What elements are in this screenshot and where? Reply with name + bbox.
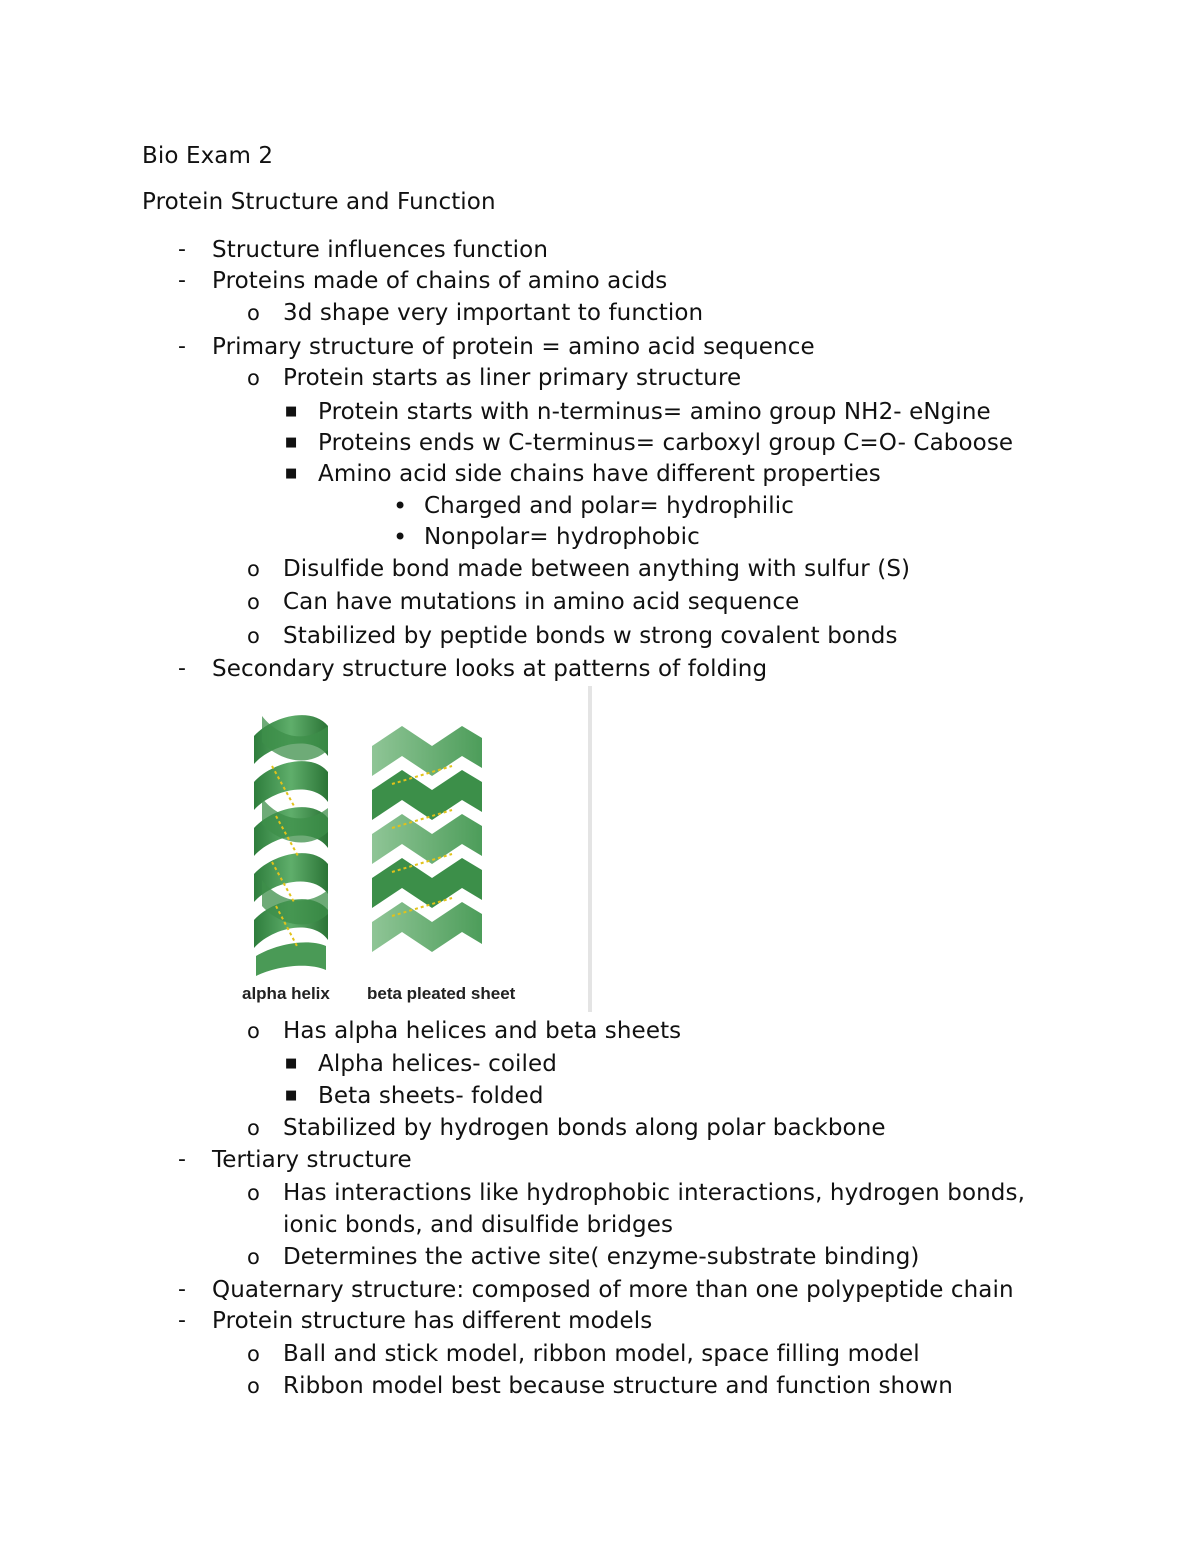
circle-bullet: o <box>247 1019 260 1043</box>
circle-bullet: o <box>247 301 260 325</box>
dash-bullet: - <box>178 268 186 293</box>
square-bullet: ■ <box>285 435 298 450</box>
outline-line: Tertiary structure <box>212 1147 412 1173</box>
circle-bullet: o <box>247 1181 260 1205</box>
outline-line: Determines the active site( enzyme-substrate binding) <box>283 1244 920 1270</box>
outline-line: Stabilized by peptide bonds w strong covalent bonds <box>283 623 898 649</box>
outline-line: Primary structure of protein = amino acid sequence <box>212 334 815 360</box>
circle-bullet: o <box>247 1116 260 1140</box>
beta-sheet-icon <box>372 726 482 952</box>
dash-bullet: - <box>178 1308 186 1333</box>
outline-line: Stabilized by hydrogen bonds along polar backbone <box>283 1115 886 1141</box>
outline-line: Quaternary structure: composed of more than one polypeptide chain <box>212 1277 1014 1303</box>
outline-line: Proteins made of chains of amino acids <box>212 268 668 294</box>
dash-bullet: - <box>178 1147 186 1172</box>
square-bullet: ■ <box>285 1088 298 1103</box>
document-title: Bio Exam 2 <box>142 143 274 169</box>
square-bullet: ■ <box>285 466 298 481</box>
outline-line: Proteins ends w C-terminus= carboxyl group C=O- Caboose <box>318 430 1014 456</box>
outline-line: Ball and stick model, ribbon model, space filling model <box>283 1341 920 1367</box>
secondary-structure-figure <box>232 686 602 1014</box>
outline-line: 3d shape very important to function <box>283 300 704 326</box>
outline-line: Ribbon model best because structure and function shown <box>283 1373 953 1399</box>
outline-line: Protein starts as liner primary structure <box>283 365 742 391</box>
circle-bullet: o <box>247 366 260 390</box>
dash-bullet: - <box>178 334 186 359</box>
outline-line: Protein structure has different models <box>212 1308 653 1334</box>
dot-bullet: • <box>393 523 408 551</box>
figure-label-beta: beta pleated sheet <box>367 984 516 1003</box>
outline-line: Secondary structure looks at patterns of folding <box>212 656 768 682</box>
dash-bullet: - <box>178 656 186 681</box>
outline-line: Nonpolar= hydrophobic <box>424 524 700 550</box>
outline-line: Protein starts with n-terminus= amino group NH2- eNgine <box>318 399 991 425</box>
outline-line: Has alpha helices and beta sheets <box>283 1018 682 1044</box>
outline-line: Charged and polar= hydrophilic <box>424 493 795 519</box>
outline-line: ionic bonds, and disulfide bridges <box>283 1212 674 1238</box>
section-heading: Protein Structure and Function <box>142 189 496 215</box>
circle-bullet: o <box>247 590 260 614</box>
alpha-helix-icon <box>254 715 328 976</box>
circle-bullet: o <box>247 557 260 581</box>
circle-bullet: o <box>247 1342 260 1366</box>
square-bullet: ■ <box>285 1056 298 1071</box>
circle-bullet: o <box>247 1245 260 1269</box>
outline-line: Alpha helices- coiled <box>318 1051 557 1077</box>
dash-bullet: - <box>178 1277 186 1302</box>
outline-line: Beta sheets- folded <box>318 1083 544 1109</box>
circle-bullet: o <box>247 1374 260 1398</box>
circle-bullet: o <box>247 624 260 648</box>
dot-bullet: • <box>393 492 408 520</box>
square-bullet: ■ <box>285 404 298 419</box>
dash-bullet: - <box>178 237 186 262</box>
outline-line: Structure influences function <box>212 237 549 263</box>
figure-label-alpha: alpha helix <box>242 984 330 1003</box>
outline-line: Has interactions like hydrophobic interactions, hydrogen bonds, <box>283 1180 1025 1206</box>
outline-line: Can have mutations in amino acid sequence <box>283 589 800 615</box>
outline-line: Disulfide bond made between anything with sulfur (S) <box>283 556 911 582</box>
outline-line: Amino acid side chains have different properties <box>318 461 881 487</box>
secondary-structure-illustration <box>232 686 602 1014</box>
